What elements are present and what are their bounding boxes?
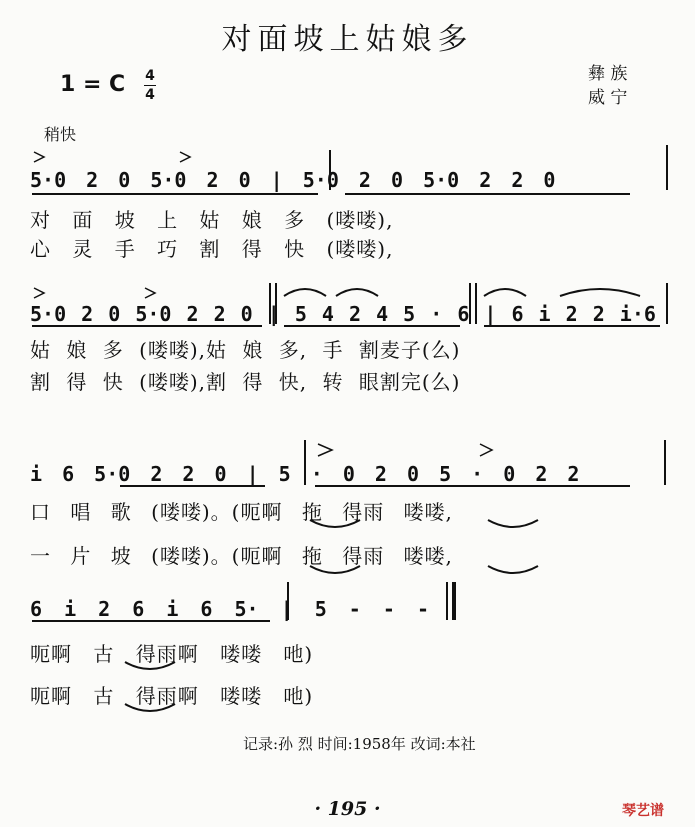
slur	[560, 289, 640, 296]
notation-line-1: 5·0 2 0 5·0 2 0 | 5·0 2 0 5·0 2 2 0	[30, 168, 556, 192]
watermark-logo: 琴艺谱	[622, 803, 664, 819]
accent-mark	[318, 444, 332, 456]
accent-mark	[145, 288, 155, 298]
accent-mark	[480, 444, 492, 456]
lyric-line-2b: 割 得 快 (喽喽),割 得 快, 转 眼割完(么)	[30, 370, 461, 394]
accent-mark	[34, 288, 44, 298]
lyric-line-3b: 一 片 坡 (喽喽)。(呃啊 拖 得雨 喽喽,	[30, 544, 453, 568]
attribution-ethnicity: 彝 族	[588, 64, 628, 84]
page-number: · 195 ·	[314, 798, 381, 820]
lyric-line-2a: 姑 娘 多 (喽喽),姑 娘 多, 手 割麦子(么)	[30, 338, 461, 362]
lyric-line-4b: 呃啊 古 得雨啊 喽喽 吔)	[30, 684, 314, 708]
key-signature: 1 = C	[60, 72, 126, 97]
tempo-marking: 稍快	[44, 125, 77, 144]
accent-mark	[180, 152, 190, 162]
slur	[336, 289, 378, 296]
lyric-line-4a: 呃啊 古 得雨啊 喽喽 吔)	[30, 642, 314, 666]
lyric-slur	[125, 704, 175, 711]
slur	[284, 289, 326, 296]
lyric-slur	[310, 520, 360, 527]
time-sig-top: 4	[145, 68, 155, 84]
lyric-line-3a: 口 唱 歌 (喽喽)。(呃啊 拖 得雨 喽喽,	[30, 500, 453, 524]
notation-line-3: i 6 5·0 2 2 0 | 5 · 0 2 0 5 · 0 2 2	[30, 462, 580, 486]
notation-line-2: 5·0 2 0 5·0 2 2 0 | 5 4 2 4 5 · 6 | 6 i 2 2 i·6	[30, 302, 656, 326]
notation-line-4: 6 i 2 6 i 6 5· | 5 - - -	[30, 597, 429, 621]
lyric-slur	[125, 662, 175, 669]
credit-line: 记录:孙 烈 时间:1958年 改词:本社	[243, 735, 476, 753]
song-title: 对面坡上姑娘多	[221, 22, 474, 57]
lyric-slur	[488, 566, 538, 573]
accent-mark	[34, 152, 44, 162]
lyric-line-1b: 心 灵 手 巧 割 得 快 (喽喽),	[30, 237, 394, 261]
time-sig-bottom: 4	[145, 87, 155, 103]
lyric-slur	[310, 566, 360, 573]
slur	[484, 289, 526, 296]
lyric-line-1a: 对 面 坡 上 姑 娘 多 (喽喽),	[30, 208, 394, 232]
lyric-slur	[488, 520, 538, 527]
attribution-region: 威 宁	[588, 88, 628, 108]
